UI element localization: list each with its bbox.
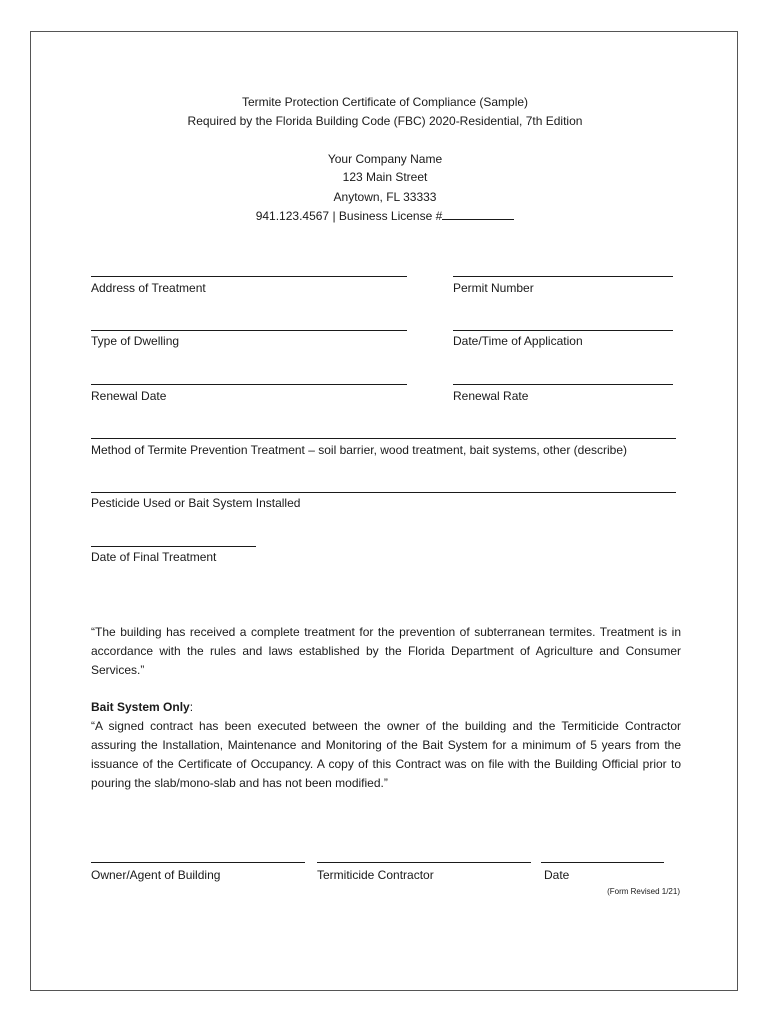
treatment-statement: “The building has received a complete treatment for the prevention of subterranean termites. Treatment is in accordance with the rules and laws established by the Florida Department of Agriculture and Consumer Services.” bbox=[91, 625, 681, 677]
renewal-rate-line[interactable] bbox=[453, 384, 673, 385]
company-name: Your Company Name bbox=[327, 152, 443, 166]
date-time-application-label: Date/Time of Application bbox=[453, 334, 583, 348]
bait-system-colon: : bbox=[189, 700, 194, 714]
business-license-blank[interactable] bbox=[442, 208, 514, 220]
pesticide-used-label: Pesticide Used or Bait System Installed bbox=[91, 496, 301, 510]
method-of-treatment-line[interactable] bbox=[91, 438, 676, 439]
date-time-application-line[interactable] bbox=[453, 330, 673, 331]
form-revised-note: (Form Revised 1/21) bbox=[607, 887, 680, 896]
renewal-date-label: Renewal Date bbox=[91, 389, 167, 403]
address-of-treatment-line[interactable] bbox=[91, 276, 407, 277]
company-street: 123 Main Street bbox=[342, 170, 428, 184]
permit-number-line[interactable] bbox=[453, 276, 673, 277]
company-contact bbox=[30, 208, 740, 224]
pesticide-used-line[interactable] bbox=[91, 492, 676, 493]
date-final-treatment-label: Date of Final Treatment bbox=[91, 550, 217, 564]
owner-agent-signature-line[interactable] bbox=[91, 862, 305, 863]
method-of-treatment-label: Method of Termite Prevention Treatment – soil barrier, wood treatment, bait systems, other (describe) bbox=[91, 443, 628, 457]
type-of-dwelling-label: Type of Dwelling bbox=[91, 334, 180, 348]
type-of-dwelling-line[interactable] bbox=[91, 330, 407, 331]
date-final-treatment-line[interactable] bbox=[91, 546, 256, 547]
contractor-label: Termiticide Contractor bbox=[317, 868, 434, 882]
address-of-treatment-label: Address of Treatment bbox=[91, 281, 206, 295]
permit-number-label: Permit Number bbox=[453, 281, 534, 295]
company-city: Anytown, FL 33333 bbox=[333, 190, 437, 204]
owner-agent-label: Owner/Agent of Building bbox=[91, 868, 221, 882]
document-title: Termite Protection Certificate of Compliance (Sample) bbox=[241, 95, 529, 109]
bait-system-label: Bait System Only bbox=[91, 700, 190, 714]
bait-system-statement: “A signed contract has been executed between the owner of the building and the Termiticide Contractor assuring the Installation, Maintenance and Monitoring of the Bait System for a minimum of 5 years from the issuance of the Certificate of Occupancy. A copy of this Contract was on file with the Building Official prior to pouring the slab/mono-slab and has not been modified.” bbox=[91, 719, 681, 790]
bait-system-heading bbox=[91, 698, 681, 717]
document-subtitle: Required by the Florida Building Code (FBC) 2020-Residential, 7th Edition bbox=[187, 114, 583, 128]
date-label: Date bbox=[544, 868, 570, 882]
date-signature-line[interactable] bbox=[541, 862, 664, 863]
contractor-signature-line[interactable] bbox=[317, 862, 531, 863]
renewal-date-line[interactable] bbox=[91, 384, 407, 385]
renewal-rate-label: Renewal Rate bbox=[453, 389, 529, 403]
phone-license-text: 941.123.4567 | Business License # bbox=[255, 209, 443, 223]
